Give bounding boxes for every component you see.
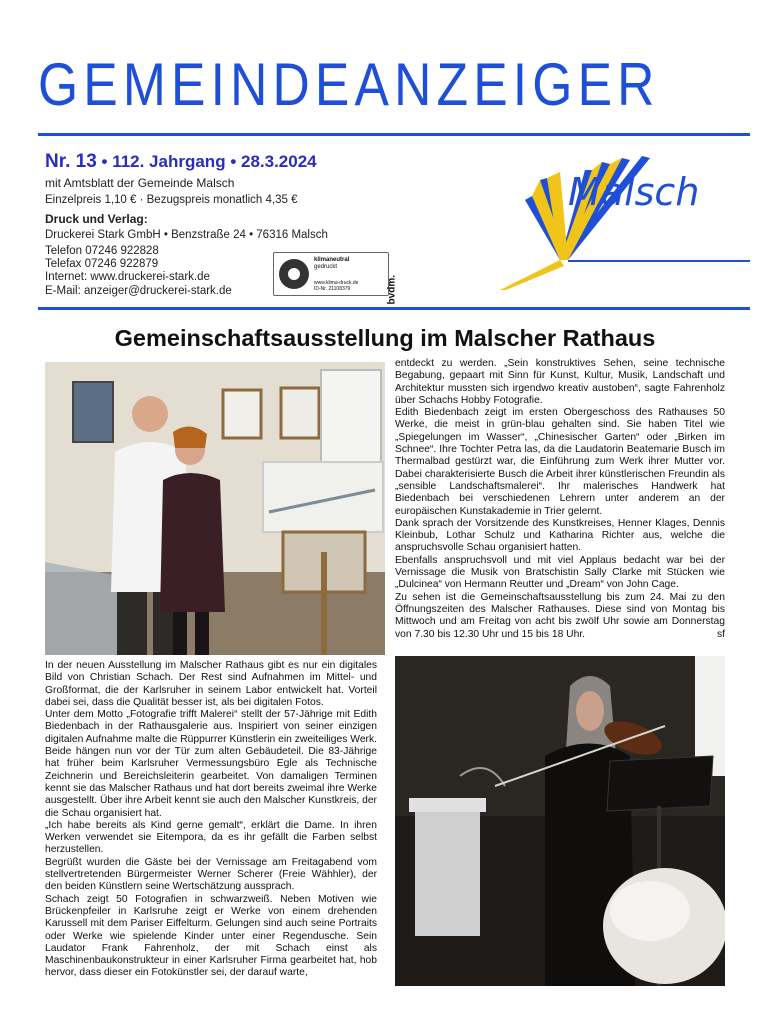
issue-subtitle: mit Amtsblatt der Gemeinde Malsch [45,176,235,190]
publisher-email[interactable]: E-Mail: anzeiger@druckerei-stark.de [45,285,232,297]
badge-line-3: www.klima-druck.de [314,280,359,286]
climate-neutral-icon [279,259,309,289]
article-paragraph: In der neuen Ausstellung im Malscher Rathaus gibt es nur ein digitales Bild von Christian Schach. Der Rest sind Aufnahmen im Mittel- und Großformat, die der Karlsruher in seinem Labor entwickelt hat. Vorteil dabei sei, dass die Qualität besser ist, als bei digitalen Fotos. [45,660,377,708]
article-paragraph: Ebenfalls anspruchsvoll und mit viel Applaus bedacht war bei der Vernissage die Musik von Bratschistin Sally Clarke mit Stücken wie „Dulcinea“ von Hermann Reutter und „Dream“ von John Cage. [395,554,725,591]
issue-line [45,151,317,173]
masthead [38,50,750,140]
article-left-column [45,660,377,980]
malsch-sunburst-icon [500,140,750,290]
header-divider [38,307,750,310]
article-headline: Gemeinschaftsausstellung im Malscher Rathaus [114,325,656,351]
issue-separator: • [230,152,237,171]
badge-line-1: klimaneutral [314,257,350,263]
article-paragraph: Dank sprach der Vorsitzende des Kunstkreises, Henner Klages, Dennis Kleinbub, Lothar Schulz und Katharina Richter aus, welche die anspruchsvolle Schau organisiert hatten. [395,517,725,554]
violinist-photo [395,656,725,986]
badge-line-4: ID-Nr. 21108379 [314,286,351,292]
issue-year: 112. Jahrgang [112,152,226,171]
article-paragraph: entdeckt zu werden. „Sein konstruktives Sehen, seine technische Begabung, gepaart mit Sinn für Kunst, Kultur, Musik, Landschaft und Architektur mussten sich irgendwo kreativ austoben“, sagte Fahrenholz über Schachs Hobby Fotografie. [395,358,725,406]
publisher-fax: Telefax 07246 922879 [45,258,159,270]
badge-line-2: gedruckt [314,264,338,270]
article-signature: sf [716,628,725,640]
article-right-column [395,358,725,641]
publisher-heading: Druck und Verlag: [45,212,148,226]
article-paragraph: Unter dem Motto „Fotografie trifft Malerei“ stellt der 57-Jährige mit Edith Biedenbach in der Rathausgalerie aus. Inspiriert von seiner einzigen digitalen Aufnahme malte die Rüppurrer Künstlerin ein zweiteiliges Werk. Beide hängen nun vor der Tür zum alten Gebäudeteil. Die 83-Jährige hat früher beim Karlsruher Vermessungsbüro Egle als Technische Zeichnerin und Bereichsleiterin gearbeitet. Von damaligen Terminen kennt sie das Malscher Rathaus und hat dort bereits zweimal ihre Werke ausgestellt. Über ihre Arbeit kennt sie auch den Malscher Kunstkreis, der die Schau organisiert hat. [45,709,377,819]
article-paragraph: Begrüßt wurden die Gäste bei der Vernissage am Freitagabend vom stellvertretenden Bürgermeister Werner Scherer (Freie Wähhler), der den beiden Künstlern seine Wertschätzung aussprach. [45,856,377,893]
issue-price: Einzelpreis 1,10 € · Bezugspreis monatlich 4,35 € [45,194,298,206]
issue-number: Nr. 13 [45,151,97,172]
publisher-phone: Telefon 07246 922828 [45,245,159,257]
article-paragraph-text: Zu sehen ist die Gemeinschaftsausstellung bis zum 24. Mai zu den Öffnungszeiten des Malscher Rathauses. Diese sind von Montag bis Mittwoch und am Freitag von acht bis zwölf Uhr sowie am Donnerstag von 7.30 bis 12.30 Uhr und 15 bis 18 Uhr. [395,591,725,640]
publisher-internet[interactable]: Internet: www.druckerei-stark.de [45,271,210,283]
article-paragraph: Edith Biedenbach zeigt im ersten Obergeschoss des Rathauses 50 Werke, die meist in grün-blau gehalten sind. Sie haben Titel wie „Spiegelungen im Wasser“, „Chinesischer Garten“ oder „Birken im Schnee“. Ihre Tochter Petra las, da die Laudatorin Beatemarie Busch im Thermalbad gestürzt war, die Einführung zum Werk ihrer Mutter vor. Dabei charakterisierte Busch die Arbeit ihrer künstlerischen Freundin als „sensible Landschaftsmalerei“. Ihr malerisches Handwerk hat Biedenbach bei verschiedenen Lehrern unter anderem an der europäischen Kunstakademie in Trier gelernt. [395,407,725,517]
masthead-rule [38,133,750,136]
masthead-title: GEMEINDEANZEIGER [38,51,660,118]
article-paragraph-last [395,592,725,641]
issue-separator: • [101,152,108,171]
article-paragraph: Schach zeigt 50 Fotografien in schwarzweiß. Neben Motiven wie Brückenpfeiler in Karlsruhe zeigt er Werke von einem drehenden Karussell mit dem Pariser Eiffelturm. Gelungen sind auch seine Portraits oder Werke wie spielende Kinder unter einer Regendusche. Sein Laudator Frank Fahrenholz, der mit Schach einst als Maschinenbaukonstrukteur in einer Karlsruher Firma gearbeitet hat, hob hervor, dass dieser ein Fotokünstler sei, der darauf warte, [45,893,377,979]
publisher-address: Druckerei Stark GmbH • Benzstraße 24 • 76316 Malsch [45,229,328,241]
climate-neutral-badge [273,252,397,305]
malsch-logo-text: Malsch [568,170,700,214]
exhibition-photo [45,362,385,655]
badge-side-text: bvdm. [386,275,397,305]
article-paragraph: „Ich habe bereits als Kind gerne gemalt“, erklärt die Dame. In ihren Werken verwendet sie Eitempora, da es ihr gefällt die Farben selbst herzustellen. [45,819,377,856]
issue-date: 28.3.2024 [241,152,317,171]
